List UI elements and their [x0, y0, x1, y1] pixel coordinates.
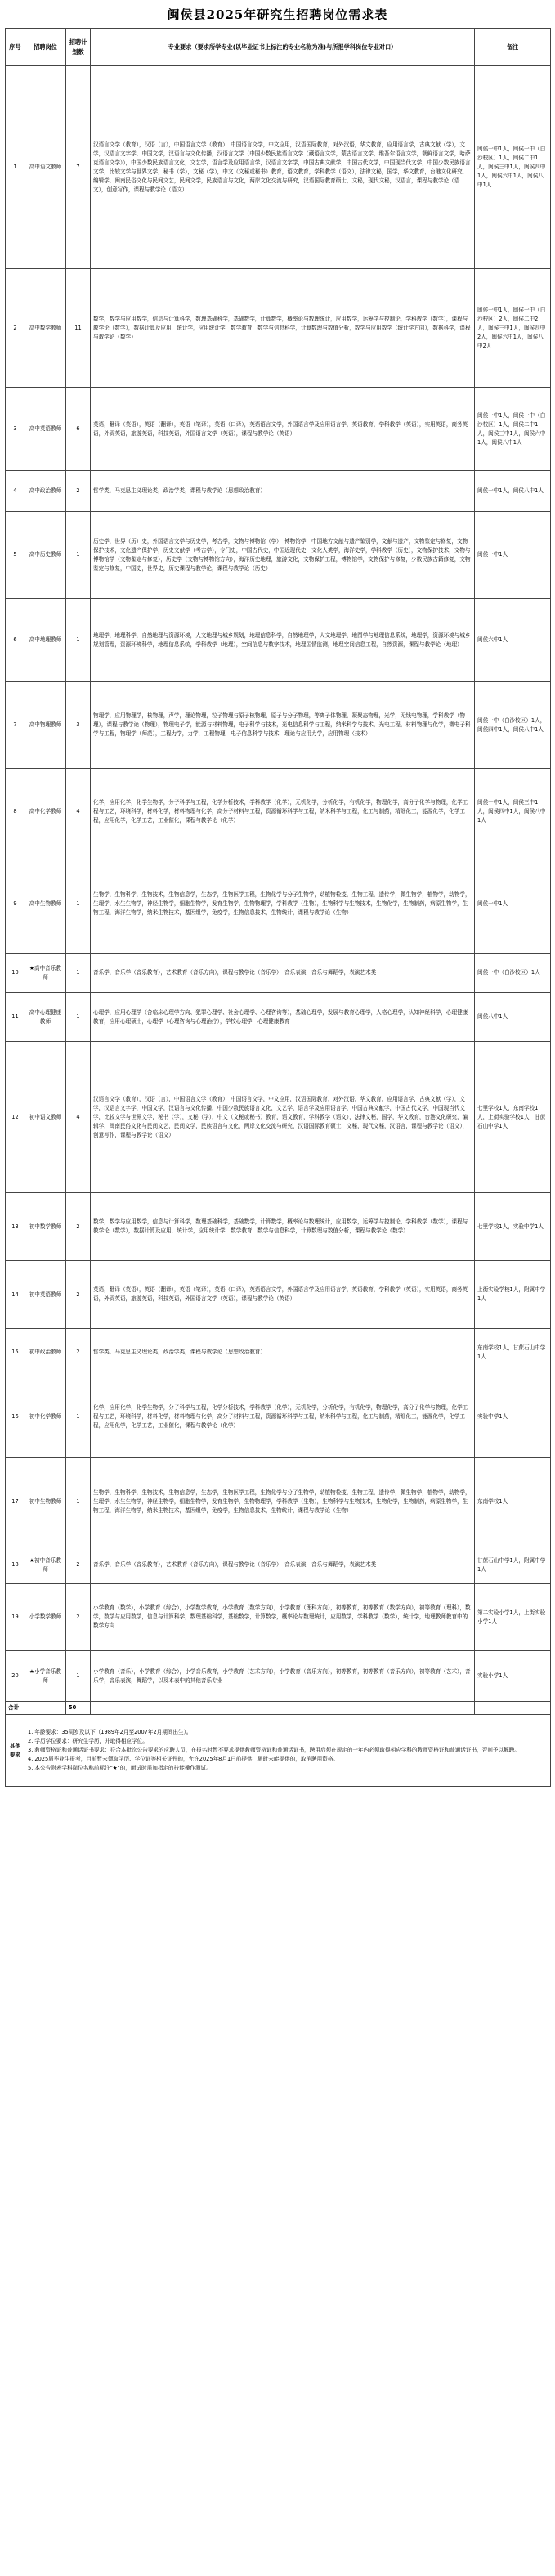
major-requirements: 化学，应用化学，化学生物学，分子科学与工程，化学分析技术，学科教学（化学），无机化学，分析化学，有机化学，物理化学，高分子化学与物理，化学工程与工艺，环境科学，材料化学，材料物理与化学，高分子材料与工程，资源循环科学与工程，纳米科学与工程，化工与制药，精细化工，能源化学，化学工程，应用化学，化学工艺，工业催化，课程与教学论（化学）	[91, 769, 475, 855]
table-row	[6, 769, 551, 855]
position-name: 高中心理健康教师	[25, 993, 66, 1042]
major-requirements: 汉语言文学（教育），汉语（言），中国语言文学（教育），中国语言文学，中文应用，汉语国际教育，对外汉语，华文教育，应用语言学，古典文献（学），文学，汉语言文字学，中国文学，汉语言与文化传播，汉语言文学（中国少数民族语言文学（藏语言文学，蒙古语言文学，维吾尔语言文学，朝鲜语言文学，哈萨克语言文学）），中国少数民族语言文化，文艺学，语言学及应用语言学，汉语言文字学，中国古典文献学，中国古代文学，中国现当代文学，中国少数民族语言文学，比较文学与世界文学，秘书（学），文秘（学），中文（文秘或秘书）教育，语文教育，学科教学（语文），法律文秘，国学，华文教育，台港文化研究，编辑学，闽南民俗文化与民间文艺，民间文学，民族语言与文化，两岸文化交流与研究，汉语国际教育硕士，文秘，现代文秘，汉语言，课程与教学论（语文），创意写作，课程与教学论（语文）	[91, 66, 475, 269]
position-name: 初中生物教师	[25, 1458, 66, 1546]
hire-count: 3	[66, 682, 91, 769]
major-requirements: 历史学，世界（历）史，外国语言文学与历史学，考古学，文物与博物馆（学），博物馆学，中国地方文献与遗产鉴别学，文献与遗产，文物鉴定与修复，文物保护技术，文化遗产保护学，历史文献学（考古学），专门史，中国古代史，中国近现代史，文化人类学，海洋史学，学科教学（历史），文物保护技术，文物与博物馆学（文物鉴定与修复），历史学（文物与博物馆方向），海洋历史地理，旅游文化，文物保护工程，博物馆学，文物保护与修复，少数民族古籍修复，文物鉴定与修复，中国史，世界史，历史课程与教学论，课程与教学论（历史）	[91, 512, 475, 599]
position-name: 初中语文教师	[25, 1042, 66, 1193]
hire-count: 1	[66, 993, 91, 1042]
major-requirements: 哲学类，马克思主义理论类，政治学类，课程与教学论（思想政治教育）	[91, 1329, 475, 1376]
position-name: 初中数学教师	[25, 1193, 66, 1261]
school-allocation: 东南学校1人，甘蔗石山中学1人	[475, 1329, 551, 1376]
hire-count: 2	[66, 1329, 91, 1376]
position-name: ★初中音乐教师	[25, 1546, 66, 1584]
requirement-item: 2. 学历学位要求：研究生学历，并取得相应学位。	[28, 1738, 148, 1744]
total-empty-note	[475, 1702, 551, 1715]
row-number: 8	[6, 769, 25, 855]
requirements-text	[25, 1715, 551, 1787]
table-row	[6, 1329, 551, 1376]
header-position: 招聘岗位	[25, 29, 66, 66]
table-row	[6, 1261, 551, 1329]
hire-count: 4	[66, 769, 91, 855]
position-name: 初中英语教师	[25, 1261, 66, 1329]
school-allocation: 闽侯一中1人，闽侯一中（白沙校区）1人，闽侯二中1人，闽侯三中1人，闽侯四中1人，闽侯六中1人，闽侯八中1人	[475, 66, 551, 269]
requirement-item: 3. 教师资格证和普通话证书要求：符合本批次公告要求的应聘人员，在报名时暂不要求提供教师资格证和普通话证书，聘用后须在规定的一年内必须取得相应学科的教师资格证和普通话证书，否则予以解聘。	[28, 1747, 520, 1753]
position-name: 高中语文教师	[25, 66, 66, 269]
school-allocation: 实验小学1人	[475, 1651, 551, 1702]
row-number: 10	[6, 954, 25, 993]
school-allocation: 上街实验学校1人，附属中学1人	[475, 1261, 551, 1329]
major-requirements: 数学，数学与应用数学，信息与计算科学，数理基础科学，基础数学，计算数学，概率论与数理统计，应用数学，运筹学与控制论，学科教学（数学），课程与教学论（数学），数据计算及应用，统计学，应用统计学，数学教育，数学与信息科学，计算数理与数值分析，课程与教学论（数学）	[91, 1193, 475, 1261]
major-requirements: 生物学，生物科学，生物技术，生物信息学，生态学，生物医学工程，生物化学与分子生物学，动植物检疫，生物工程，遗传学，微生物学，植物学，动物学，生理学，水生生物学，神经生物学，细胞生物学，发育生物学，生物物理学，学科教学（生物），生物科学与生物技术，生物化学，生物制药，病原生物学，生物工程，海洋生物学，纳米生物技术，基因组学，免疫学，生物信息技术，生物统计，课程与教学论（生物）	[91, 1458, 475, 1546]
total-count: 50	[66, 1702, 91, 1715]
header-majors: 专业要求（要求所学专业(以毕业证书上标注的专业名称为准)与所报学科岗位专业对口）	[91, 29, 475, 66]
hire-count: 1	[66, 855, 91, 954]
position-name: 高中英语教师	[25, 388, 66, 471]
hire-count: 2	[66, 1193, 91, 1261]
table-row	[6, 1458, 551, 1546]
position-name: 小学数学教师	[25, 1584, 66, 1651]
row-number: 1	[6, 66, 25, 269]
table-row	[6, 269, 551, 388]
hire-count: 2	[66, 1584, 91, 1651]
hire-count: 7	[66, 66, 91, 269]
school-allocation: 闽侯八中1人	[475, 993, 551, 1042]
row-number: 12	[6, 1042, 25, 1193]
row-number: 16	[6, 1376, 25, 1458]
position-name: 高中化学教师	[25, 769, 66, 855]
major-requirements: 英语，翻译（英语），英语（翻译），英语（笔译），英语（口译），英语语言文学，外国语言学及应用语言学，英语教育，学科教学（英语），实用英语，商务英语，外贸英语，旅游英语，科技英语，外国语言文学（英语），课程与教学论（英语）	[91, 1261, 475, 1329]
row-number: 2	[6, 269, 25, 388]
hire-count: 1	[66, 954, 91, 993]
row-number: 6	[6, 599, 25, 682]
major-requirements: 哲学类，马克思主义理论类，政治学类，课程与教学论（思想政治教育）	[91, 471, 475, 512]
major-requirements: 心理学，应用心理学（含临床心理学方向、犯罪心理学、社会心理学、心理咨询等），基础心理学，发展与教育心理学，人格心理学，认知神经科学，心理健康教育，应用心理硕士，心理学（心理咨询与心理治疗），学校心理学，心理健康教育	[91, 993, 475, 1042]
position-name: ★小学音乐教师	[25, 1651, 66, 1702]
school-allocation: 东南学校1人	[475, 1458, 551, 1546]
row-number: 19	[6, 1584, 25, 1651]
position-name: 高中地理教师	[25, 599, 66, 682]
row-number: 11	[6, 993, 25, 1042]
major-requirements: 小学教育（数学），小学教育（综合），小学数学教育，小学教育（数学方向），小学教育（理科方向），初等教育，初等教育（数学方向），初等教育（理科），数学，数学与应用数学，信息与计算科学，数理基础科学，基础数学，计算数学，概率论与数理统计，应用数学，学科教学（数学），统计学，地理教师教育中的数学方向	[91, 1584, 475, 1651]
row-number: 18	[6, 1546, 25, 1584]
position-name: 高中政治教师	[25, 471, 66, 512]
hire-count: 4	[66, 1042, 91, 1193]
position-name: 初中化学教师	[25, 1376, 66, 1458]
table-row	[6, 1042, 551, 1193]
row-number: 5	[6, 512, 25, 599]
row-number: 15	[6, 1329, 25, 1376]
table-header-row	[6, 29, 551, 66]
hire-count: 2	[66, 471, 91, 512]
table-row	[6, 855, 551, 954]
table-row	[6, 388, 551, 471]
table-row	[6, 66, 551, 269]
position-name: 高中物理教师	[25, 682, 66, 769]
school-allocation: 闽侯一中1人，闽侯一中（白沙校区）1人，闽侯二中1人，闽侯三中1人，闽侯六中1人，闽侯八中1人	[475, 388, 551, 471]
position-name: ★高中音乐教师	[25, 954, 66, 993]
row-number: 13	[6, 1193, 25, 1261]
hire-count: 6	[66, 388, 91, 471]
major-requirements: 生物学，生物科学，生物技术，生物信息学，生态学，生物医学工程，生物化学与分子生物学，动植物检疫，生物工程，遗传学，微生物学，植物学，动物学，生理学，水生生物学，神经生物学，细胞生物学，发育生物学，生物物理学，学科教学（生物），生物科学与生物技术，生物化学，生物制药，病原生物学，生物工程，海洋生物学，纳米生物技术，基因组学，免疫学，生物信息技术，生物统计，课程与教学论（生物）	[91, 855, 475, 954]
school-allocation: 七里学校1人，东南学校1人，上街实验学校1人，甘蔗石山中学1人	[475, 1042, 551, 1193]
hire-count: 1	[66, 512, 91, 599]
school-allocation: 闽侯一中1人	[475, 512, 551, 599]
hire-count: 2	[66, 1261, 91, 1329]
table-row	[6, 993, 551, 1042]
table-row	[6, 1376, 551, 1458]
position-name: 初中政治教师	[25, 1329, 66, 1376]
hire-count: 2	[66, 1546, 91, 1584]
hire-count: 1	[66, 1651, 91, 1702]
major-requirements: 数学，数学与应用数学，信息与计算科学，数理基础科学，基础数学，计算数学，概率论与数理统计，应用数学，运筹学与控制论，学科教学（数学），课程与教学论（数学），数据计算及应用，统计学，应用统计学，数学教育，数学与信息科学，计算数理与数值分析，数学与应用数学（统计学方向），数据科学，课程与教学论（数学）	[91, 269, 475, 388]
table-row	[6, 1546, 551, 1584]
position-name: 高中历史教师	[25, 512, 66, 599]
requirement-item: 4. 2025届毕业生报考，目前暂未领取学历、学位证等相关证件的，允许2025年8月1日前提供，届时未能提供的，取消聘用资格。	[28, 1756, 339, 1762]
school-allocation: 第二实验小学1人，上街实验小学1人	[475, 1584, 551, 1651]
table-row	[6, 471, 551, 512]
requirements-row	[6, 1715, 551, 1787]
major-requirements: 音乐学，音乐学（音乐教育），艺术教育（音乐方向），课程与教学论（音乐学），音乐表演，音乐与舞蹈学，表演艺术类	[91, 954, 475, 993]
school-allocation: 七里学校1人，实验中学1人	[475, 1193, 551, 1261]
school-allocation: 闽侯一中（白沙校区）1人	[475, 954, 551, 993]
major-requirements: 地理学，地理科学，自然地理与资源环境，人文地理与城乡规划，地理信息科学，自然地理学，人文地理学，地图学与地理信息系统，地理学，资源环境与城乡规划管理，资源环境科学，地理信息系统，学科教学（地理），空间信息与数字技术，地理国情监测，地理空间信息工程，自然资源，课程与教学论（地理）	[91, 599, 475, 682]
total-row	[6, 1702, 551, 1715]
row-number: 17	[6, 1458, 25, 1546]
table-row	[6, 682, 551, 769]
table-row	[6, 512, 551, 599]
school-allocation: 实验中学1人	[475, 1376, 551, 1458]
page-title: 闽侯县2025年研究生招聘岗位需求表	[167, 7, 388, 22]
table-row	[6, 599, 551, 682]
school-allocation: 闽侯一中（白沙校区）1人，闽侯四中1人，闽侯八中1人	[475, 682, 551, 769]
header-no: 序号	[6, 29, 25, 66]
row-number: 4	[6, 471, 25, 512]
school-allocation: 闽侯六中1人	[475, 599, 551, 682]
school-allocation: 甘蔗石山中学1人，附属中学1人	[475, 1546, 551, 1584]
requirement-item: 1. 年龄要求：35周岁及以下（1989年2月至2007年2月期间出生）。	[28, 1729, 192, 1735]
school-allocation: 闽侯一中1人，闽侯三中1人，闽侯四中1人，闽侯八中1人	[475, 769, 551, 855]
hire-count: 1	[66, 1376, 91, 1458]
hire-count: 1	[66, 599, 91, 682]
position-name: 高中数学教师	[25, 269, 66, 388]
row-number: 9	[6, 855, 25, 954]
table-row	[6, 1651, 551, 1702]
total-empty	[91, 1702, 475, 1715]
recruitment-table	[5, 28, 551, 1787]
hire-count: 1	[66, 1458, 91, 1546]
school-allocation: 闽侯一中1人	[475, 855, 551, 954]
header-count: 招聘计划数	[66, 29, 91, 66]
table-row	[6, 1193, 551, 1261]
total-label: 合计	[6, 1702, 66, 1715]
row-number: 14	[6, 1261, 25, 1329]
major-requirements: 化学，应用化学，化学生物学，分子科学与工程，化学分析技术，学科教学（化学），无机化学，分析化学，有机化学，物理化学，高分子化学与物理，化学工程与工艺，环境科学，材料化学，材料物理与化学，高分子材料与工程，资源循环科学与工程，纳米科学与工程，化工与制药，精细化工，能源化学，化学工程，应用化学，化学工艺，工业催化，课程与教学论（化学）	[91, 1376, 475, 1458]
position-name: 高中生物教师	[25, 855, 66, 954]
hire-count: 11	[66, 269, 91, 388]
header-note: 备注	[475, 29, 551, 66]
major-requirements: 小学教育（音乐），小学教育（综合），小学音乐教育，小学教育（艺术方向），小学教育（音乐方向），初等教育，初等教育（音乐方向），初等教育（艺术），音乐学，音乐表演，舞蹈学，以及本表中的其他音乐专业	[91, 1651, 475, 1702]
school-allocation: 闽侯一中1人，闽侯八中1人	[475, 471, 551, 512]
major-requirements: 英语，翻译（英语），英语（翻译），英语（笔译），英语（口译），英语语言文学，外国语言学及应用语言学，英语教育，学科教学（英语），实用英语，商务英语，外贸英语，旅游英语，科技英语，外国语言文学（英语），课程与教学论（英语）	[91, 388, 475, 471]
row-number: 3	[6, 388, 25, 471]
major-requirements: 汉语言文学（教育），汉语（言），中国语言文学（教育），中国语言文学，中文应用，汉语国际教育，对外汉语，华文教育，应用语言学，古典文献（学），文学，汉语言文字学，中国文学，汉语言与文化传播，中国少数民族语言文化，文艺学，语言学及应用语言学，中国古典文献学，中国古代文学，中国现当代文学，比较文学与世界文学，秘书（学），文秘（学），中文（文秘或秘书）教育，语文教育，学科教学（语文），法律文秘，国学，华文教育，台港文化研究，编辑学，闽南民俗文化与民间文艺，民间文学，民族语言与文化，两岸文化交流与研究，汉语国际教育硕士，文秘，现代文秘，汉语言，课程与教学论（语文），创意写作，课程与教学论（语文）	[91, 1042, 475, 1193]
requirements-label: 其他要求	[6, 1715, 25, 1787]
requirement-item: 5. 本公告附表学科岗位名称前标注"★"的，面试时需加指定的技能操作测试。	[28, 1765, 212, 1771]
row-number: 20	[6, 1651, 25, 1702]
table-row	[6, 954, 551, 993]
row-number: 7	[6, 682, 25, 769]
table-row	[6, 1584, 551, 1651]
major-requirements: 物理学，应用物理学，核物理，声学，理论物理，粒子物理与原子核物理，原子与分子物理，等离子体物理，凝聚态物理，光学，无线电物理，学科教学（物理），课程与教学论（物理），物理电子学，能源与材料物理，电子科学与技术，光电信息科学与工程，纳米科学与技术，光电工程，材料物理与化学，微电子科学与工程，物理学（师范），工程力学，力学，工程物理，电子信息科学与技术，理论与应用力学，应用物理（技术）	[91, 682, 475, 769]
major-requirements: 音乐学，音乐学（音乐教育），艺术教育（音乐方向），课程与教学论（音乐学），音乐表演，音乐与舞蹈学，表演艺术类	[91, 1546, 475, 1584]
school-allocation: 闽侯一中1人，闽侯一中（白沙校区）2人，闽侯二中2人，闽侯三中1人，闽侯四中2人，闽侯六中1人，闽侯八中2人	[475, 269, 551, 388]
